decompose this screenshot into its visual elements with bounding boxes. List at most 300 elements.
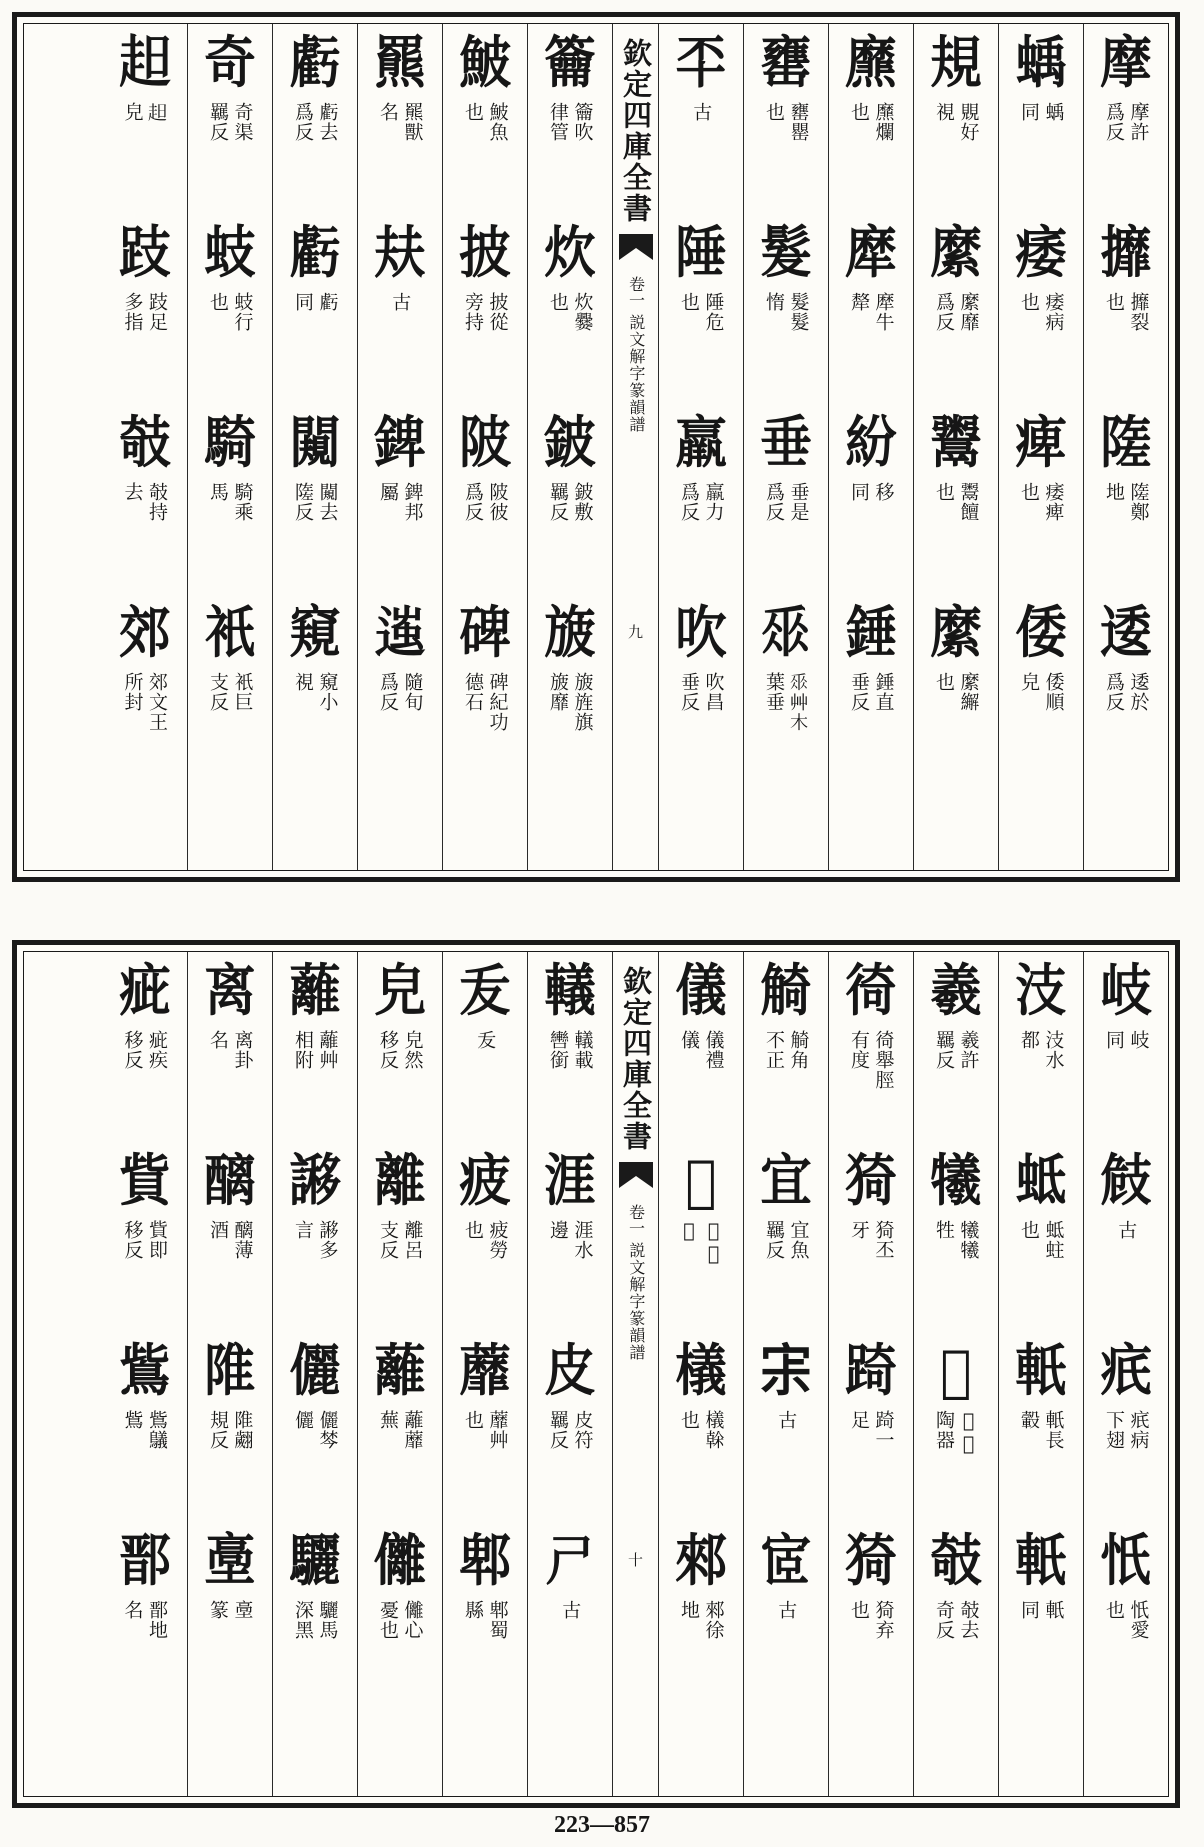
gloss-line: 皃 bbox=[121, 102, 144, 122]
seal-character: 虧 bbox=[289, 220, 341, 286]
seal-character: 隓 bbox=[1100, 410, 1152, 476]
seal-character: 虧 bbox=[289, 30, 341, 96]
seal-character: 驪 bbox=[289, 1528, 341, 1594]
dictionary-entry bbox=[999, 1522, 1083, 1712]
dictionary-entry bbox=[443, 1142, 527, 1332]
gloss-line: 陲危 bbox=[702, 292, 725, 332]
seal-character: 陂 bbox=[459, 410, 511, 476]
gloss-annotation bbox=[1103, 102, 1148, 142]
dictionary-entry bbox=[528, 404, 612, 594]
seal-character: 叐 bbox=[459, 958, 511, 1024]
dictionary-entry bbox=[914, 1142, 998, 1332]
text-column bbox=[658, 952, 743, 1796]
gloss-annotation bbox=[547, 1410, 592, 1450]
text-column bbox=[998, 952, 1083, 1796]
gloss-line: 憂也 bbox=[377, 1600, 399, 1640]
gloss-annotation bbox=[462, 102, 507, 142]
gloss-line: 岐 bbox=[1127, 1030, 1150, 1050]
gloss-line: 移反 bbox=[121, 1220, 144, 1260]
gloss-line: 羆獸 bbox=[401, 102, 424, 142]
seal-character: 𩦩 bbox=[685, 1148, 717, 1214]
gloss-line: 儷 bbox=[292, 1410, 314, 1430]
seal-character: 錍 bbox=[374, 410, 426, 476]
gloss-annotation bbox=[122, 1220, 167, 1260]
gloss-line: 闚去 bbox=[316, 482, 339, 522]
text-column bbox=[102, 952, 187, 1796]
volume-label: 卷一 bbox=[626, 1204, 646, 1236]
gloss-line: 也 bbox=[462, 102, 484, 122]
gloss-line: 踦一 bbox=[872, 1410, 895, 1450]
dictionary-entry bbox=[744, 1332, 828, 1522]
gloss-annotation bbox=[207, 1600, 252, 1620]
gloss-line: 軝 bbox=[1042, 1600, 1065, 1620]
gloss-annotation bbox=[462, 1410, 507, 1450]
dictionary-entry bbox=[358, 952, 442, 1142]
gloss-annotation bbox=[848, 102, 893, 142]
seal-character: 衹 bbox=[204, 600, 256, 666]
dictionary-entry bbox=[1084, 1142, 1168, 1332]
gloss-line: 蘺艸 bbox=[316, 1030, 339, 1070]
gloss-line: 羈反 bbox=[933, 1030, 955, 1070]
dictionary-entry bbox=[102, 1332, 187, 1522]
gloss-annotation bbox=[122, 1030, 167, 1070]
gloss-line: 同 bbox=[848, 482, 870, 502]
text-column bbox=[1083, 24, 1168, 870]
dictionary-entry bbox=[1084, 1522, 1168, 1712]
seal-character: 羸 bbox=[675, 410, 727, 476]
gloss-annotation bbox=[848, 672, 893, 712]
dictionary-entry bbox=[1084, 1332, 1168, 1522]
gloss-line: 蝺 bbox=[1042, 102, 1065, 122]
gloss-line: 也 bbox=[848, 102, 870, 122]
dictionary-entry bbox=[188, 214, 272, 404]
seal-character: 猗 bbox=[845, 1528, 897, 1594]
gloss-line: 吹昌 bbox=[702, 672, 725, 712]
seal-character: 縻 bbox=[930, 220, 982, 286]
dictionary-entry bbox=[914, 24, 998, 214]
gloss-line: 攲去 bbox=[957, 1600, 980, 1640]
seal-character: 髮 bbox=[760, 220, 812, 286]
gloss-annotation bbox=[462, 1220, 507, 1260]
gloss-line: 爲反 bbox=[1103, 102, 1125, 142]
seal-character: 㙜 bbox=[204, 1528, 256, 1594]
dictionary-entry bbox=[358, 1142, 442, 1332]
dictionary-entry bbox=[829, 404, 913, 594]
dictionary-entry bbox=[188, 1142, 272, 1332]
gloss-line: 言 bbox=[292, 1220, 314, 1240]
gloss-annotation bbox=[475, 1030, 496, 1050]
gloss-line: 錘直 bbox=[872, 672, 895, 712]
seal-character: 忯 bbox=[1100, 1528, 1152, 1594]
seal-character: 紛 bbox=[845, 410, 897, 476]
gloss-annotation bbox=[292, 482, 337, 522]
dictionary-entry bbox=[443, 404, 527, 594]
gloss-line: 蕪 bbox=[377, 1410, 399, 1430]
gloss-line: 碑紀功 bbox=[486, 672, 509, 732]
dictionary-entry bbox=[829, 1522, 913, 1712]
gloss-line: 觭角 bbox=[787, 1030, 810, 1070]
gloss-annotation bbox=[377, 672, 422, 712]
gloss-annotation bbox=[776, 1600, 797, 1620]
gloss-annotation bbox=[1018, 102, 1063, 122]
gloss-annotation bbox=[691, 102, 712, 122]
gloss-line: 奇反 bbox=[933, 1600, 955, 1640]
dictionary-entry bbox=[659, 952, 743, 1142]
gloss-annotation bbox=[763, 292, 808, 332]
gloss-line: 陂彼 bbox=[486, 482, 509, 522]
gloss-line: 隨旬 bbox=[401, 672, 424, 712]
gloss-line: 屬 bbox=[377, 482, 399, 502]
dictionary-entry bbox=[188, 1332, 272, 1522]
gloss-annotation bbox=[848, 1410, 893, 1450]
gloss-annotation bbox=[377, 1600, 422, 1640]
gloss-annotation bbox=[122, 1600, 167, 1640]
gloss-line: 蚑行 bbox=[231, 292, 254, 332]
gloss-line: 鄑地 bbox=[146, 1600, 169, 1640]
dictionary-entry bbox=[102, 214, 187, 404]
seal-character: 郊 bbox=[118, 600, 171, 666]
gloss-line: 爢爛 bbox=[872, 102, 895, 142]
gloss-line: 支反 bbox=[207, 672, 229, 712]
dictionary-entry bbox=[659, 594, 743, 784]
seal-character: 軝 bbox=[1015, 1338, 1067, 1404]
gloss-annotation bbox=[763, 482, 808, 522]
gloss-annotation bbox=[1116, 1220, 1137, 1240]
gloss-line: 也 bbox=[848, 1600, 870, 1620]
seal-character: 攲 bbox=[118, 410, 171, 476]
dictionary-entry bbox=[914, 594, 998, 784]
page-top-frame bbox=[23, 23, 1169, 871]
text-column bbox=[272, 952, 357, 1796]
gloss-annotation bbox=[848, 482, 893, 502]
gloss-line: 犘牛 bbox=[872, 292, 895, 332]
gloss-line: 覞好 bbox=[957, 102, 980, 142]
dictionary-entry bbox=[659, 404, 743, 594]
dictionary-entry bbox=[999, 404, 1083, 594]
seal-character: 垂 bbox=[760, 410, 812, 476]
gloss-line: 下翅 bbox=[1103, 1410, 1125, 1450]
text-column bbox=[828, 952, 913, 1796]
fishtail-mark-icon bbox=[619, 1162, 653, 1196]
gloss-line: 古 bbox=[559, 1600, 582, 1620]
gloss-line: 也 bbox=[678, 292, 700, 312]
gloss-line: 牲 bbox=[933, 1220, 955, 1240]
gloss-line: 痿痺 bbox=[1042, 482, 1065, 522]
gloss-line: 葉垂 bbox=[763, 672, 785, 712]
gloss-annotation bbox=[1018, 292, 1063, 332]
gloss-annotation bbox=[462, 672, 507, 732]
seal-character: 𡰣 bbox=[544, 1528, 596, 1594]
text-column bbox=[828, 24, 913, 870]
text-column bbox=[357, 24, 442, 870]
dictionary-entry bbox=[659, 214, 743, 404]
dictionary-entry bbox=[273, 24, 357, 214]
gloss-line: 轡銜 bbox=[547, 1030, 569, 1070]
gloss-line: 垂反 bbox=[678, 672, 700, 712]
dictionary-entry bbox=[829, 1142, 913, 1332]
gloss-line: 皃然 bbox=[401, 1030, 424, 1070]
volume-label: 卷一 bbox=[626, 276, 646, 308]
dictionary-entry bbox=[1084, 404, 1168, 594]
gloss-line: 皮符 bbox=[571, 1410, 594, 1450]
gloss-line: 跂足 bbox=[146, 292, 169, 332]
seal-character: 㔻 bbox=[675, 30, 727, 96]
seal-character: 鈹 bbox=[544, 410, 596, 476]
seal-character: 㩻 bbox=[1100, 1148, 1152, 1214]
dictionary-entry bbox=[188, 24, 272, 214]
gloss-line: 宜魚 bbox=[787, 1220, 810, 1260]
text-column bbox=[743, 24, 828, 870]
dictionary-entry bbox=[188, 952, 272, 1142]
dictionary-entry bbox=[1084, 214, 1168, 404]
seal-character: 軝 bbox=[1015, 1528, 1067, 1594]
gloss-annotation bbox=[377, 1410, 422, 1450]
gloss-annotation bbox=[292, 672, 337, 712]
dictionary-entry bbox=[528, 952, 612, 1142]
gloss-line: 錍邦 bbox=[401, 482, 424, 522]
seal-character: 旇 bbox=[544, 600, 596, 666]
gloss-line: 邊 bbox=[547, 1220, 569, 1240]
gloss-line: 疵疾 bbox=[146, 1030, 169, 1070]
seal-character: 蘺 bbox=[289, 958, 341, 1024]
gloss-annotation bbox=[763, 672, 808, 732]
gloss-line: 虧 bbox=[316, 292, 339, 312]
gloss-annotation bbox=[547, 1220, 592, 1260]
seal-character: 攠 bbox=[1100, 220, 1152, 286]
gloss-annotation bbox=[560, 1600, 581, 1620]
gloss-line: 蚳蛀 bbox=[1042, 1220, 1065, 1260]
gloss-annotation bbox=[1103, 1600, 1148, 1640]
gloss-line: 深黑 bbox=[292, 1600, 314, 1640]
gloss-line: 蘼艸 bbox=[486, 1410, 509, 1450]
seal-character: 徛 bbox=[845, 958, 897, 1024]
gloss-annotation bbox=[848, 1600, 893, 1640]
gloss-line: 垂反 bbox=[848, 672, 870, 712]
gloss-line: 縣 bbox=[462, 1600, 484, 1620]
gloss-annotation bbox=[678, 1030, 723, 1070]
gloss-line: 皃 bbox=[1018, 672, 1040, 692]
seal-character: 皮 bbox=[544, 1338, 596, 1404]
dictionary-entry bbox=[358, 214, 442, 404]
seal-character: 碑 bbox=[459, 600, 511, 666]
gloss-line: 𠂹艸木 bbox=[787, 672, 810, 732]
gloss-line: 地 bbox=[678, 1600, 700, 1620]
gloss-line: 鈹敷 bbox=[571, 482, 594, 522]
gloss-line: 𩦩 bbox=[678, 1220, 700, 1243]
seal-character: 鴜 bbox=[118, 1338, 171, 1404]
gloss-annotation bbox=[848, 292, 893, 332]
dictionary-entry bbox=[914, 1522, 998, 1712]
gloss-line: 也 bbox=[1103, 1600, 1125, 1620]
text-column bbox=[913, 24, 998, 870]
seal-character: 逶 bbox=[1100, 600, 1152, 666]
gloss-line: 鴜 bbox=[121, 1410, 144, 1430]
gloss-line: 名 bbox=[207, 1030, 229, 1050]
dictionary-entry bbox=[273, 1522, 357, 1712]
gloss-line: 逶於 bbox=[1127, 672, 1150, 712]
gloss-line: 也 bbox=[933, 672, 955, 692]
seal-character: 儷 bbox=[289, 1338, 341, 1404]
dictionary-entry bbox=[914, 952, 998, 1142]
gloss-line: 篆 bbox=[207, 1600, 229, 1620]
gloss-line: 同 bbox=[1018, 1600, 1040, 1620]
dictionary-entry bbox=[744, 1142, 828, 1332]
dictionary-entry bbox=[744, 594, 828, 784]
gloss-annotation bbox=[207, 482, 252, 522]
gloss-line: 離呂 bbox=[401, 1220, 424, 1260]
gloss-annotation bbox=[678, 482, 723, 522]
gloss-line: 同 bbox=[1018, 102, 1040, 122]
gloss-annotation bbox=[763, 102, 808, 142]
dictionary-entry bbox=[528, 1522, 612, 1712]
seal-character: 涯 bbox=[544, 1148, 596, 1214]
text-column bbox=[1083, 952, 1168, 1796]
seal-character: 猗 bbox=[845, 1148, 897, 1214]
gloss-line: 鮍魚 bbox=[486, 102, 509, 142]
seal-character: 𧺝 bbox=[118, 30, 171, 96]
gloss-annotation bbox=[547, 1030, 592, 1070]
gloss-line: 陶器 bbox=[933, 1410, 955, 1450]
gloss-line: 羲許 bbox=[957, 1030, 980, 1070]
gloss-annotation bbox=[933, 482, 978, 522]
text-column bbox=[187, 952, 272, 1796]
gloss-line: 所封 bbox=[121, 672, 144, 712]
gloss-annotation bbox=[207, 1220, 252, 1260]
gloss-line: 郫蜀 bbox=[486, 1600, 509, 1640]
dictionary-entry bbox=[358, 404, 442, 594]
gloss-line: 疧病 bbox=[1127, 1410, 1150, 1450]
collection-title: 欽定四庫全書 bbox=[619, 966, 653, 1152]
dictionary-entry bbox=[443, 214, 527, 404]
seal-character: 蘺 bbox=[374, 1338, 426, 1404]
gloss-line: 視 bbox=[933, 102, 955, 122]
dictionary-entry bbox=[999, 1332, 1083, 1522]
gloss-line: 离卦 bbox=[231, 1030, 254, 1070]
gloss-line: 鴜鸃 bbox=[146, 1410, 169, 1450]
gloss-line: 奇渠 bbox=[231, 102, 254, 142]
seal-character: 攲 bbox=[930, 1528, 982, 1594]
gloss-annotation bbox=[933, 672, 978, 712]
text-column bbox=[913, 952, 998, 1796]
dictionary-entry bbox=[102, 24, 187, 214]
seal-character: 儀 bbox=[675, 958, 727, 1024]
gloss-annotation bbox=[207, 672, 252, 712]
seal-character: 踦 bbox=[845, 1338, 897, 1404]
dictionary-entry bbox=[659, 24, 743, 214]
gloss-line: 古 bbox=[775, 1410, 798, 1430]
seal-character: 倭 bbox=[1015, 600, 1067, 666]
gloss-line: 羈反 bbox=[763, 1220, 785, 1260]
gloss-line: 移 bbox=[872, 482, 895, 502]
gloss-line: 羈反 bbox=[207, 102, 229, 142]
dictionary-entry bbox=[443, 1332, 527, 1522]
dictionary-entry bbox=[1084, 952, 1168, 1142]
gloss-line: 也 bbox=[1018, 482, 1040, 502]
gloss-annotation bbox=[1103, 482, 1148, 522]
text-column bbox=[272, 24, 357, 870]
dictionary-entry bbox=[999, 214, 1083, 404]
gloss-line: 驪馬 bbox=[316, 1600, 339, 1640]
seal-character: 蘼 bbox=[459, 1338, 511, 1404]
gloss-annotation bbox=[207, 102, 252, 142]
gloss-line: 酒 bbox=[207, 1220, 229, 1240]
dictionary-entry bbox=[102, 952, 187, 1142]
seal-character: 犘 bbox=[845, 220, 897, 286]
gloss-annotation bbox=[1103, 1030, 1148, 1050]
seal-character: 犧 bbox=[930, 1148, 982, 1214]
gloss-line: 也 bbox=[933, 482, 955, 502]
gloss-line: 律管 bbox=[547, 102, 569, 142]
gloss-line: 儀禮 bbox=[702, 1030, 725, 1070]
dictionary-entry bbox=[914, 214, 998, 404]
seal-character: 蚑 bbox=[204, 220, 256, 286]
seal-character: 𡧯 bbox=[760, 1338, 812, 1404]
gloss-line: 牙 bbox=[848, 1220, 870, 1240]
gloss-annotation bbox=[1018, 1030, 1063, 1070]
gloss-line: 垂是 bbox=[787, 482, 810, 522]
gloss-annotation bbox=[292, 1410, 337, 1450]
gloss-line: 惰 bbox=[763, 292, 785, 312]
gloss-line: 犧犧 bbox=[957, 1220, 980, 1260]
gloss-annotation bbox=[547, 482, 592, 522]
gloss-annotation bbox=[933, 102, 978, 142]
folio-number: 十 bbox=[626, 1552, 644, 1567]
dictionary-entry bbox=[358, 1522, 442, 1712]
gloss-line: 檥榦 bbox=[702, 1410, 725, 1450]
gloss-annotation bbox=[207, 1030, 252, 1070]
gloss-line: 視 bbox=[292, 672, 314, 692]
gloss-line: 轙載 bbox=[571, 1030, 594, 1070]
dictionary-entry bbox=[744, 24, 828, 214]
dictionary-entry bbox=[443, 952, 527, 1142]
seal-character: 披 bbox=[459, 220, 511, 286]
gloss-line: 忯愛 bbox=[1127, 1600, 1150, 1640]
seal-character: 郫 bbox=[459, 1528, 511, 1594]
center-gutter bbox=[612, 24, 658, 870]
dictionary-entry bbox=[914, 1332, 998, 1522]
gloss-annotation bbox=[1018, 672, 1063, 712]
dictionary-entry bbox=[744, 952, 828, 1142]
seal-character: 羆 bbox=[374, 30, 426, 96]
gloss-line: 有度 bbox=[848, 1030, 870, 1070]
gloss-line: 㙜 bbox=[231, 1600, 254, 1620]
dictionary-entry bbox=[999, 594, 1083, 784]
gloss-annotation bbox=[377, 102, 422, 142]
gloss-annotation bbox=[292, 1030, 337, 1070]
seal-character: 疧 bbox=[1100, 1338, 1152, 1404]
gloss-line: 也 bbox=[207, 292, 229, 312]
gloss-line: 旇旌旗 bbox=[571, 672, 594, 732]
dictionary-entry bbox=[443, 594, 527, 784]
gloss-line: 鬻饘 bbox=[957, 482, 980, 522]
dictionary-entry bbox=[659, 1142, 743, 1332]
seal-character: 痿 bbox=[1015, 220, 1067, 286]
gloss-line: 𧇖古 bbox=[957, 1410, 980, 1456]
gloss-annotation bbox=[462, 1600, 507, 1640]
gloss-line: 多指 bbox=[121, 292, 144, 332]
dictionary-entry bbox=[999, 24, 1083, 214]
gloss-line: 羸力 bbox=[702, 482, 725, 522]
gloss-annotation bbox=[547, 292, 592, 332]
seal-character: 爢 bbox=[845, 30, 897, 96]
seal-character: 汥 bbox=[1015, 958, 1067, 1024]
gloss-line: 地 bbox=[1103, 482, 1125, 502]
gloss-line: 爲反 bbox=[678, 482, 700, 522]
gloss-line: 爲反 bbox=[377, 672, 399, 712]
gloss-annotation bbox=[933, 1030, 978, 1070]
gloss-line: 旁持 bbox=[462, 292, 484, 332]
seal-character: 蚳 bbox=[1015, 1148, 1067, 1214]
